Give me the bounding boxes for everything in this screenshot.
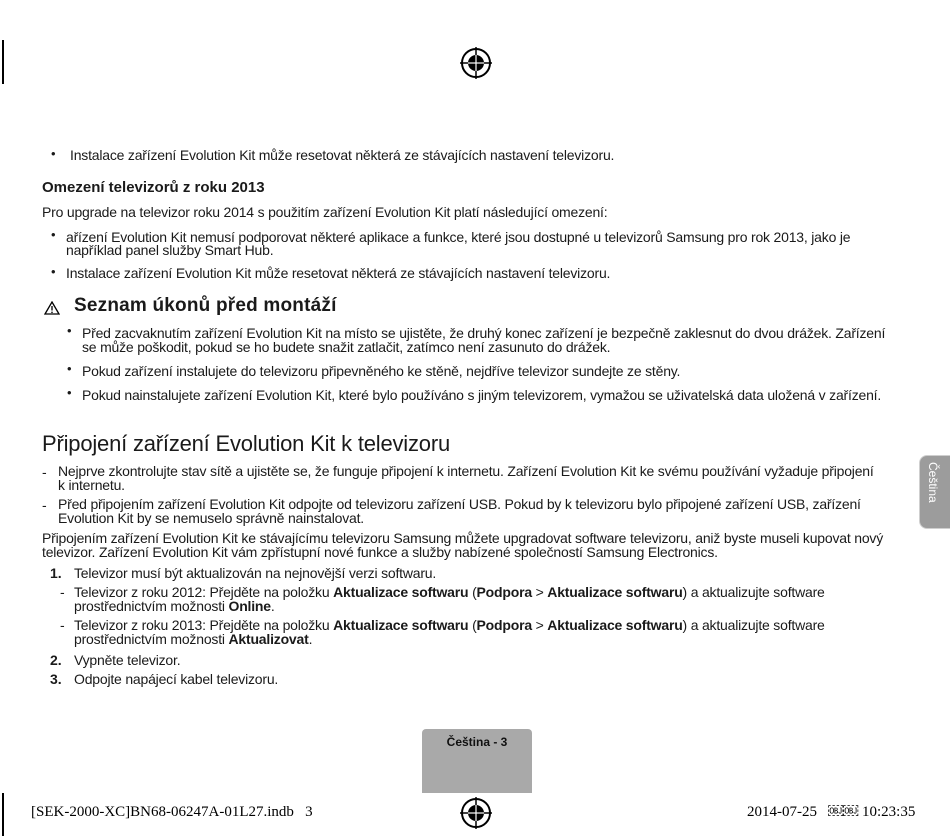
dash-marker: -	[60, 617, 65, 633]
language-side-tab-label: Čeština	[926, 462, 940, 503]
restrictions-bullet-1-line-1: ařízení Evolution Kit nemusí podporovat některé aplikace a funkce, které jsou dostupné u televizorů Samsung pro rok 2013, jako je	[66, 229, 851, 245]
step-1-sub-1-line-1: Televizor z roku 2012: Přejděte na položku Aktualizace softwaru (Podpora > Aktualizace softwaru) a aktualizujte software	[74, 584, 825, 600]
bullet-dot: •	[67, 385, 72, 400]
checklist-bullet-3: Pokud nainstalujete zařízení Evolution Kit, které bylo používáno s jiným televizorem, vymažou se uživatelská data uložená v zařízení.	[82, 387, 882, 403]
crop-mark-bottom-left	[2, 793, 4, 836]
dash-marker: -	[42, 497, 47, 513]
step-1-sub-2-line-2: prostřednictvím možnosti Aktualizovat.	[74, 631, 313, 647]
step-2-text: Vypněte televizor.	[74, 652, 181, 668]
step-3-text: Odpojte napájecí kabel televizoru.	[74, 671, 279, 687]
restrictions-title: Omezení televizorů z roku 2013	[42, 179, 265, 196]
intro-bullet-text: Instalace zařízení Evolution Kit může resetovat některá ze stávajících nastavení televizoru.	[70, 147, 615, 163]
dash-marker: -	[60, 584, 65, 600]
connect-title: Připojení zařízení Evolution Kit k televizoru	[42, 431, 450, 456]
step-number: 2.	[50, 652, 62, 668]
bullet-dot: •	[67, 361, 72, 376]
step-1-text: Televizor musí být aktualizován na nejnovější verzi softwaru.	[74, 565, 437, 581]
page-number-tab	[422, 729, 532, 793]
restrictions-bullet-1-line-2: například panel služby Smart Hub.	[66, 242, 274, 258]
connect-dash-2-line-1: Před připojením zařízení Evolution Kit odpojte od televizoru zařízení USB. Pokud by k televizoru bylo připojené zařízení USB, zařízení	[58, 496, 861, 512]
checklist-bullet-2: Pokud zařízení instalujete do televizoru připevněného ke stěně, nejdříve televizor sundejte ze stěny.	[82, 363, 681, 379]
checklist-bullet-1-line-1: Před zacvaknutím zařízení Evolution Kit na místo se ujistěte, že druhý konec zařízení je bezpečně zaklesnut do dvou drážek. Zařízení	[82, 325, 886, 341]
slug-file-name: [SEK-2000-XC]BN68-06247A-01L27.indb 3	[31, 804, 313, 820]
registration-mark-bottom	[460, 797, 492, 829]
restrictions-bullet-2: Instalace zařízení Evolution Kit může resetovat některá ze stávajících nastavení televizoru.	[66, 265, 611, 281]
page-number-label: Čeština - 3	[446, 735, 508, 749]
connect-dash-2-line-2: Evolution Kit by se nemuselo správně nainstalovat.	[58, 510, 364, 526]
step-1-sub-1-line-2: prostřednictvím možnosti Online.	[74, 598, 275, 614]
restrictions-lead: Pro upgrade na televizor roku 2014 s použitím zařízení Evolution Kit platí následující omezení:	[42, 204, 608, 220]
connect-paragraph-line-2: televizor. Zařízení Evolution Kit vám zpřístupní nové funkce a služby nabízené společností Samsung Electronics.	[42, 544, 718, 560]
checklist-title: Seznam úkonů před montáží	[74, 295, 337, 316]
registration-mark-top	[460, 47, 492, 79]
language-side-tab	[919, 455, 950, 529]
dash-marker: -	[42, 464, 47, 480]
bullet-dot: •	[51, 227, 56, 242]
bullet-dot: •	[51, 264, 56, 279]
connect-dash-1-line-1: Nejprve zkontrolujte stav sítě a ujistěte se, že funguje připojení k internetu. Zařízení Evolution Kit ke svému používání vyžaduje připojení	[58, 463, 874, 479]
crop-mark-top-left	[2, 40, 4, 84]
connect-dash-1-line-2: k internetu.	[58, 477, 125, 493]
bullet-dot: •	[67, 323, 72, 338]
checklist-bullet-1-line-2: se může poškodit, pokud se ho budete snažit zatlačit, zatímco není zasunuto do drážek.	[82, 339, 611, 355]
step-1-sub-2-line-1: Televizor z roku 2013: Přejděte na položku Aktualizace softwaru (Podpora > Aktualizace softwaru) a aktualizujte software	[74, 617, 825, 633]
bullet-dot: •	[51, 146, 56, 161]
slug-timestamp: 2014-07-25 ￼￼ 10:23:35	[747, 804, 916, 820]
step-number: 3.	[50, 671, 62, 687]
warning-icon	[44, 301, 60, 315]
step-number: 1.	[50, 565, 62, 581]
connect-paragraph-line-1: Připojením zařízení Evolution Kit ke stávajícímu televizoru Samsung můžete upgradovat software televizoru, aniž byste museli kupovat nový	[42, 530, 884, 546]
